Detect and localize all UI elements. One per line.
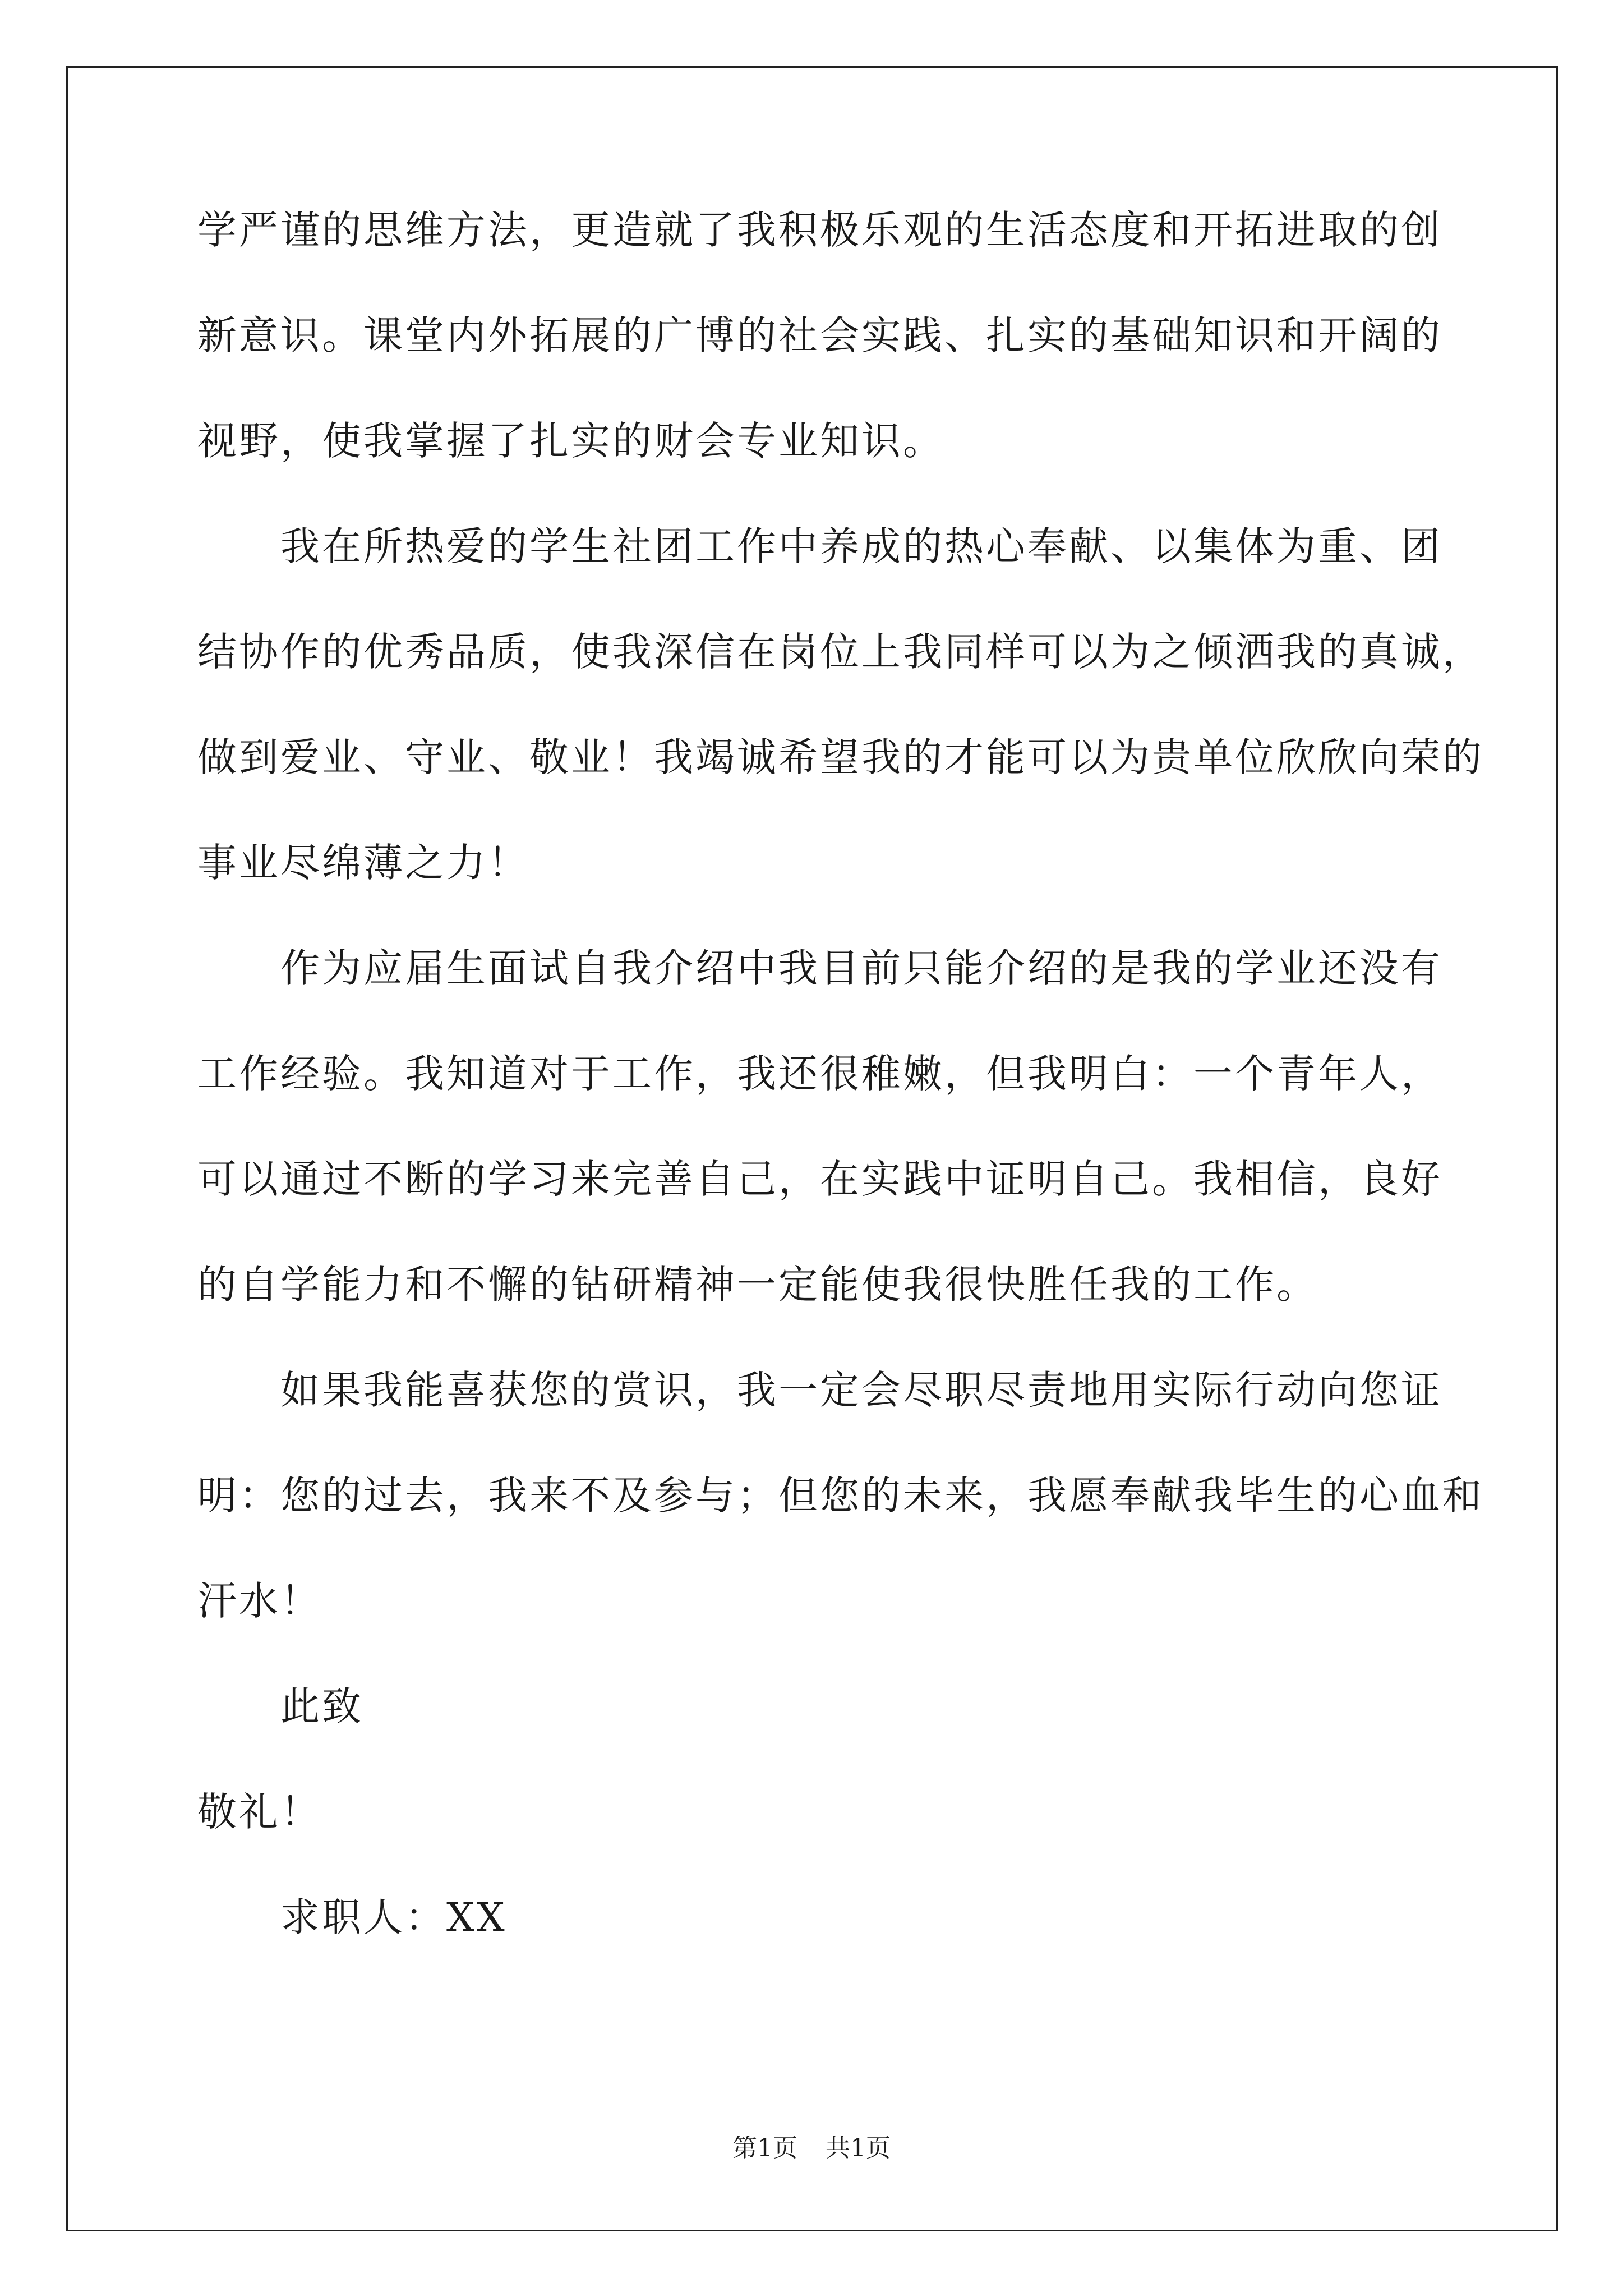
text-line: 视野，使我掌握了扎实的财会专业知识。 [197,418,944,464]
text-line: 工作经验。我知道对于工作，我还很稚嫩，但我明白：一个青年人， [197,1051,1442,1097]
signature-line: 求职人：XX [280,1894,507,1940]
page-count: 共1页 [826,2134,891,2162]
text-line: 新意识。课堂内外拓展的广博的社会实践、扎实的基础知识和开阔的 [197,312,1442,358]
page-footer [0,2132,1623,2165]
text-line: 明：您的过去，我来不及参与；但您的未来，我愿奉献我毕生的心血和 [197,1473,1484,1519]
text-line: 的自学能力和不懈的钻研精神一定能使我很快胜任我的工作。 [197,1262,1318,1308]
text-line: 汗水！ [197,1578,322,1624]
text-line: 我在所热爱的学生社团工作中养成的热心奉献、以集体为重、团 [280,523,1442,569]
text-line: 如果我能喜获您的赏识，我一定会尽职尽责地用实际行动向您证 [280,1367,1442,1413]
text-line: 做到爱业、守业、敬业！我竭诚希望我的才能可以为贵单位欣欣向荣的 [197,734,1484,780]
text-line: 事业尽绵薄之力！ [197,840,529,886]
text-line: 作为应届生面试自我介绍中我目前只能介绍的是我的学业还没有 [280,945,1442,991]
page-number: 第1页 [732,2134,797,2162]
closing-line: 此致 [280,1683,363,1729]
text-line: 可以通过不断的学习来完善自己，在实践中证明自己。我相信，良好 [197,1156,1442,1202]
text-line: 学严谨的思维方法，更造就了我积极乐观的生活态度和开拓进取的创 [197,207,1442,253]
text-line: 结协作的优秀品质，使我深信在岗位上我同样可以为之倾洒我的真诚， [197,629,1484,675]
salutation-line: 敬礼！ [197,1789,322,1835]
